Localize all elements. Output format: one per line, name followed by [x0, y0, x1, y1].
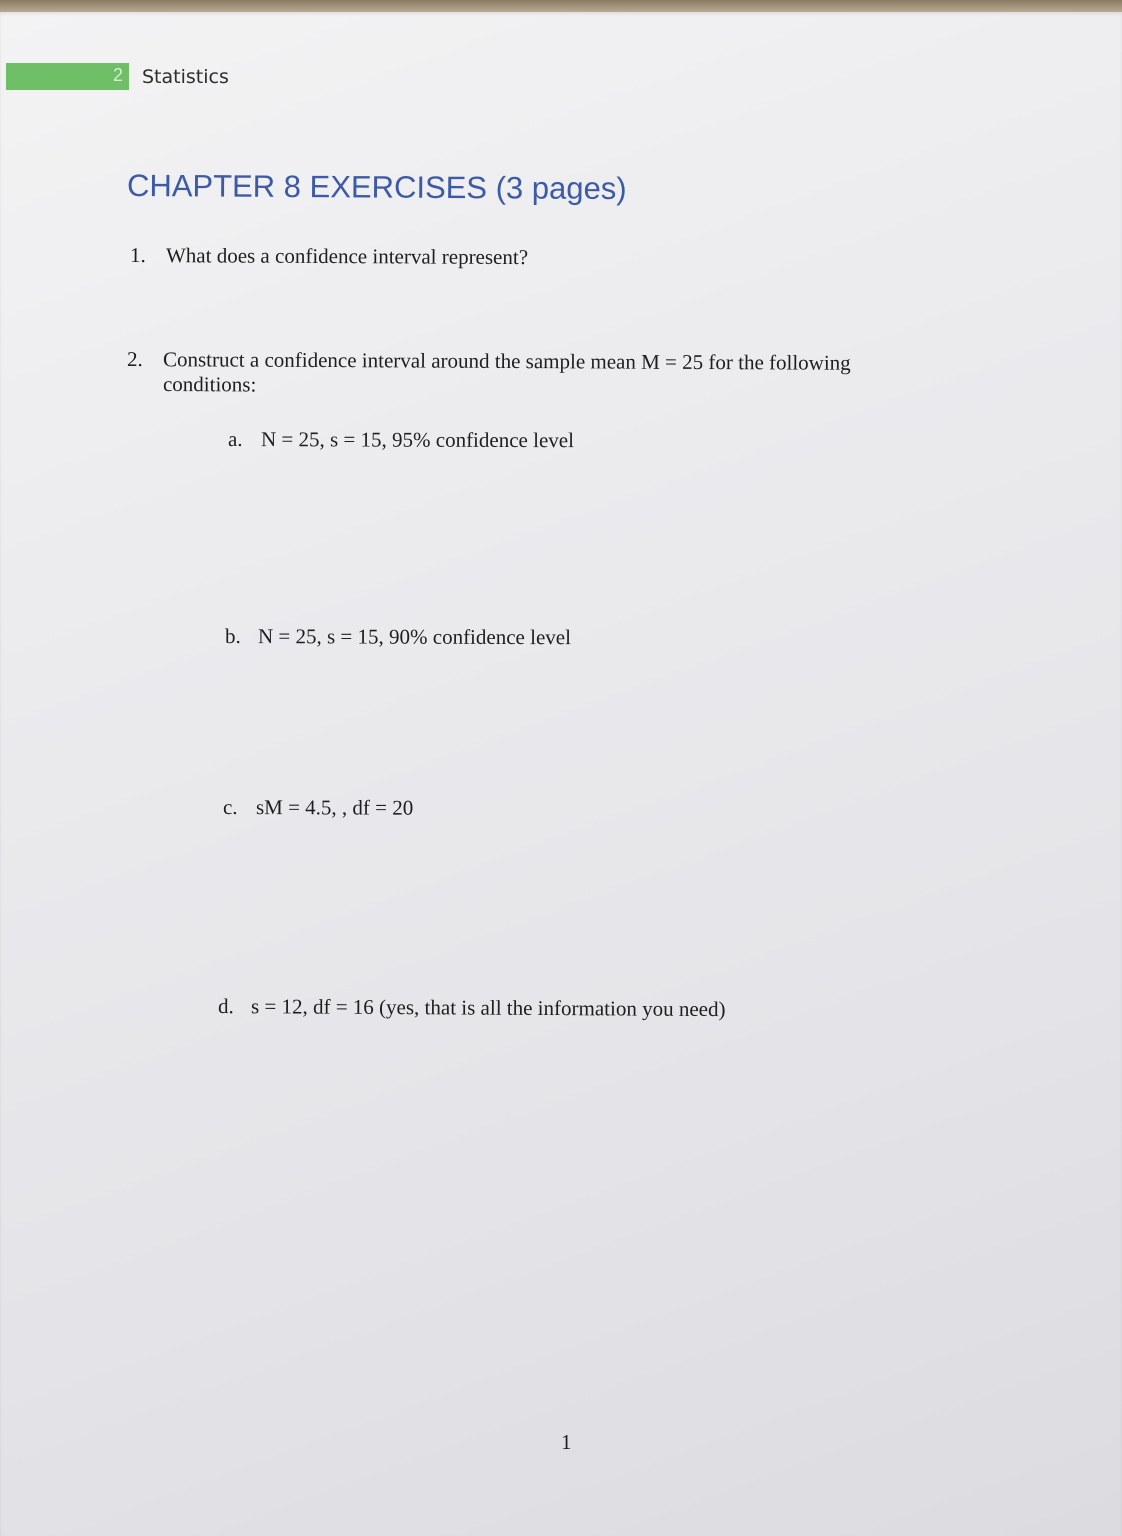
question-number: 2. [126, 347, 143, 372]
question-2-continuation: conditions: [162, 372, 257, 397]
question-text: What does a confidence interval represent? [165, 243, 529, 270]
header-page-tab [6, 63, 129, 90]
part-text: N = 25, s = 15, 95% confidence level [260, 427, 574, 453]
chapter-title: CHAPTER 8 EXERCISES (3 pages) [126, 168, 627, 207]
header-title: Statistics [142, 66, 229, 88]
header-page-number: 2 [112, 65, 123, 85]
question-2-part-d [218, 994, 726, 1022]
question-number: 1. [129, 243, 146, 268]
question-1 [130, 243, 528, 270]
question-text: Construct a confidence interval around the sample mean M = 25 for the following [162, 347, 851, 375]
part-label: a. [227, 427, 243, 452]
question-2-part-c [223, 795, 413, 821]
worksheet-page [0, 12, 1122, 1536]
question-2-part-b [225, 624, 571, 650]
part-label: d. [217, 994, 234, 1019]
part-text: sM = 4.5, , df = 20 [255, 795, 414, 820]
question-2-part-a [228, 427, 574, 453]
part-label: c. [222, 795, 238, 820]
part-text: N = 25, s = 15, 90% confidence level [257, 624, 571, 650]
part-text: s = 12, df = 16 (yes, that is all the information you need) [250, 994, 726, 1022]
footer-page-number: 1 [561, 1430, 572, 1454]
part-label: b. [224, 624, 241, 649]
